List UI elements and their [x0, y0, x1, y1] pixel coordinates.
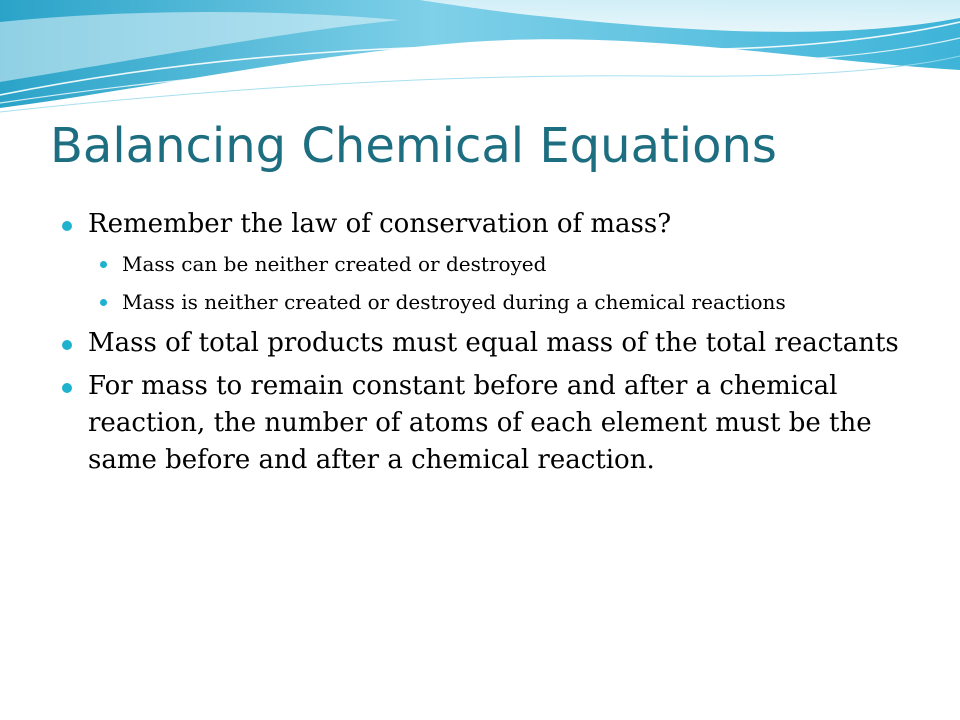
slide-title: Balancing Chemical Equations [50, 118, 777, 174]
bullet-dot-icon [100, 261, 107, 268]
sub-bullet-text: Mass can be neither created or destroyed [122, 252, 547, 276]
bullet-text: For mass to remain constant before and after a chemical reaction, the number of atoms of each element must be the same before and after a chemical reaction. [88, 371, 872, 475]
bullet-item-2 [60, 325, 900, 362]
bullet-item-1 [60, 206, 900, 243]
bullet-text: Mass of total products must equal mass of the total reactants [88, 328, 899, 358]
bullet-item-3 [60, 368, 900, 479]
bullet-text: Remember the law of conservation of mass? [88, 209, 672, 239]
bullet-list [60, 206, 900, 485]
bullet-dot-icon [62, 383, 72, 393]
sub-bullet-item-1 [98, 249, 900, 279]
bullet-dot-icon [62, 221, 72, 231]
sub-bullet-list [60, 249, 900, 317]
sub-bullet-text: Mass is neither created or destroyed during a chemical reactions [122, 290, 786, 314]
bullet-dot-icon [100, 299, 107, 306]
header-wave-decoration [0, 0, 960, 120]
sub-bullet-item-2 [98, 287, 900, 317]
bullet-dot-icon [62, 340, 72, 350]
